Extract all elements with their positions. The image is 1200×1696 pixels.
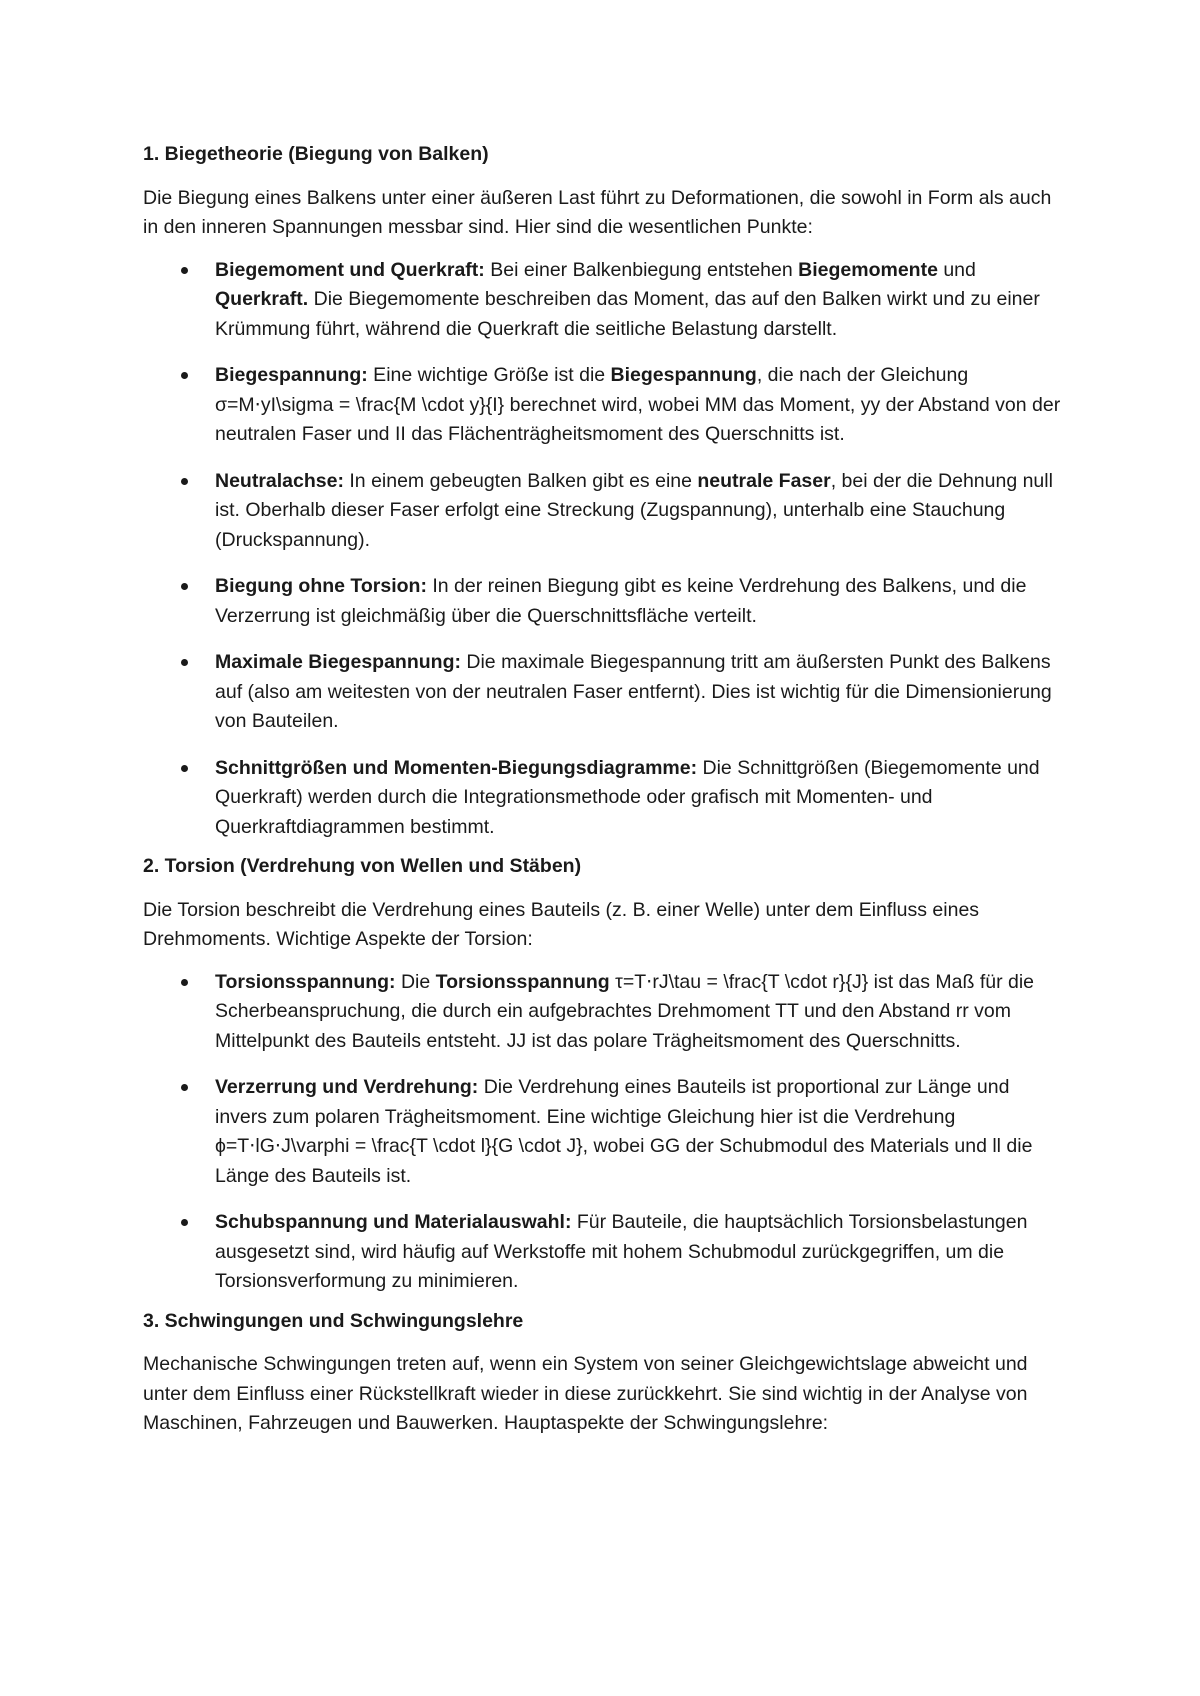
list-item: Biegespannung: Eine wichtige Größe ist die Biegespannung, die nach der Gleichung σ=M⋅yI\sigma = \frac{M \cdot y}{I} berechnet wird, wobei MM das Moment, yy der Abstand von der neutralen Faser und II das Flächenträgheitsmoment des Querschnitts ist.: [143, 361, 1063, 450]
bullet-icon: [181, 979, 188, 986]
bullet-list: [143, 968, 1063, 1297]
section-biegetheorie: [143, 140, 1063, 842]
section-heading: 2. Torsion (Verdrehung von Wellen und Stäben): [143, 855, 582, 877]
bullet-icon: [181, 1084, 188, 1091]
bullet-icon: [181, 267, 188, 274]
section-heading: 3. Schwingungen und Schwingungslehre: [143, 1309, 524, 1332]
list-item: Neutralachse: In einem gebeugten Balken gibt es eine neutrale Faser, bei der die Dehnung null ist. Oberhalb dieser Faser erfolgt eine Streckung (Zugspannung), unterhalb eine Stauchung (Druckspannung).: [143, 467, 1063, 556]
bullet-icon: [181, 478, 188, 485]
document-page: [143, 140, 1063, 1452]
section-intro: Die Biegung eines Balkens unter einer äußeren Last führt zu Deformationen, die sowohl in Form als auch in den inneren Spannungen messbar sind. Hier sind die wesentlichen Punkte:: [143, 186, 1052, 238]
list-item: Schubspannung und Materialauswahl: Für Bauteile, die hauptsächlich Torsionsbelastungen ausgesetzt sind, wird häufig auf Werkstoffe mit hohem Schubmodul zurückgegriffen, um die Torsionsverformung zu minimieren.: [143, 1208, 1063, 1297]
bullet-icon: [181, 372, 188, 379]
section-intro: Die Torsion beschreibt die Verdrehung eines Bauteils (z. B. einer Welle) unter dem Einfluss eines Drehmoments. Wichtige Aspekte der Torsion:: [143, 898, 980, 950]
section-schwingungen: [143, 1307, 1063, 1439]
list-item: Schnittgrößen und Momenten-Biegungsdiagramme: Die Schnittgrößen (Biegemomente und Querkraft) werden durch die Integrationsmethode oder grafisch mit Momenten- und Querkraftdiagrammen bestimmt.: [143, 754, 1063, 843]
bullet-list: [143, 256, 1063, 843]
bullet-icon: [181, 659, 188, 666]
section-heading: 1. Biegetheorie (Biegung von Balken): [143, 143, 489, 165]
list-item: Biegung ohne Torsion: In der reinen Biegung gibt es keine Verdrehung des Balkens, und die Verzerrung ist gleichmäßig über die Querschnittsfläche verteilt.: [143, 572, 1063, 631]
bullet-icon: [181, 765, 188, 772]
section-intro: Mechanische Schwingungen treten auf, wenn ein System von seiner Gleichgewichtslage abweicht und unter dem Einfluss einer Rückstellkraft wieder in diese zurückkehrt. Sie sind wichtig in der Analyse von Maschinen, Fahrzeugen und Bauwerken. Hauptaspekte der Schwingungslehre:: [143, 1353, 1028, 1434]
list-item: Maximale Biegespannung: Die maximale Biegespannung tritt am äußersten Punkt des Balkens auf (also am weitesten von der neutralen Faser entfernt). Dies ist wichtig für die Dimensionierung von Bauteilen.: [143, 648, 1063, 737]
bullet-icon: [181, 583, 188, 590]
bullet-icon: [181, 1219, 188, 1226]
list-item: Biegemoment und Querkraft: Bei einer Balkenbiegung entstehen Biegemomente und Querkraft. Die Biegemomente beschreiben das Moment, das auf den Balken wirkt und zu einer Krümmung führt, während die Querkraft die seitliche Belastung darstellt.: [143, 256, 1063, 345]
section-torsion: [143, 852, 1063, 1297]
list-item: Torsionsspannung: Die Torsionsspannung τ=T⋅rJ\tau = \frac{T \cdot r}{J} ist das Maß für die Scherbeanspruchung, die durch ein aufgebrachtes Drehmoment TT und den Abstand rr vom Mittelpunkt des Bauteils entsteht. JJ ist das polare Trägheitsmoment des Querschnitts.: [143, 968, 1063, 1057]
list-item: Verzerrung und Verdrehung: Die Verdrehung eines Bauteils ist proportional zur Länge und invers zum polaren Trägheitsmoment. Eine wichtige Gleichung hier ist die Verdrehung ϕ=T⋅lG⋅J\varphi = \frac{T \cdot l}{G \cdot J}, wobei GG der Schubmodul des Materials und ll die Länge des Bauteils ist.: [143, 1073, 1063, 1191]
